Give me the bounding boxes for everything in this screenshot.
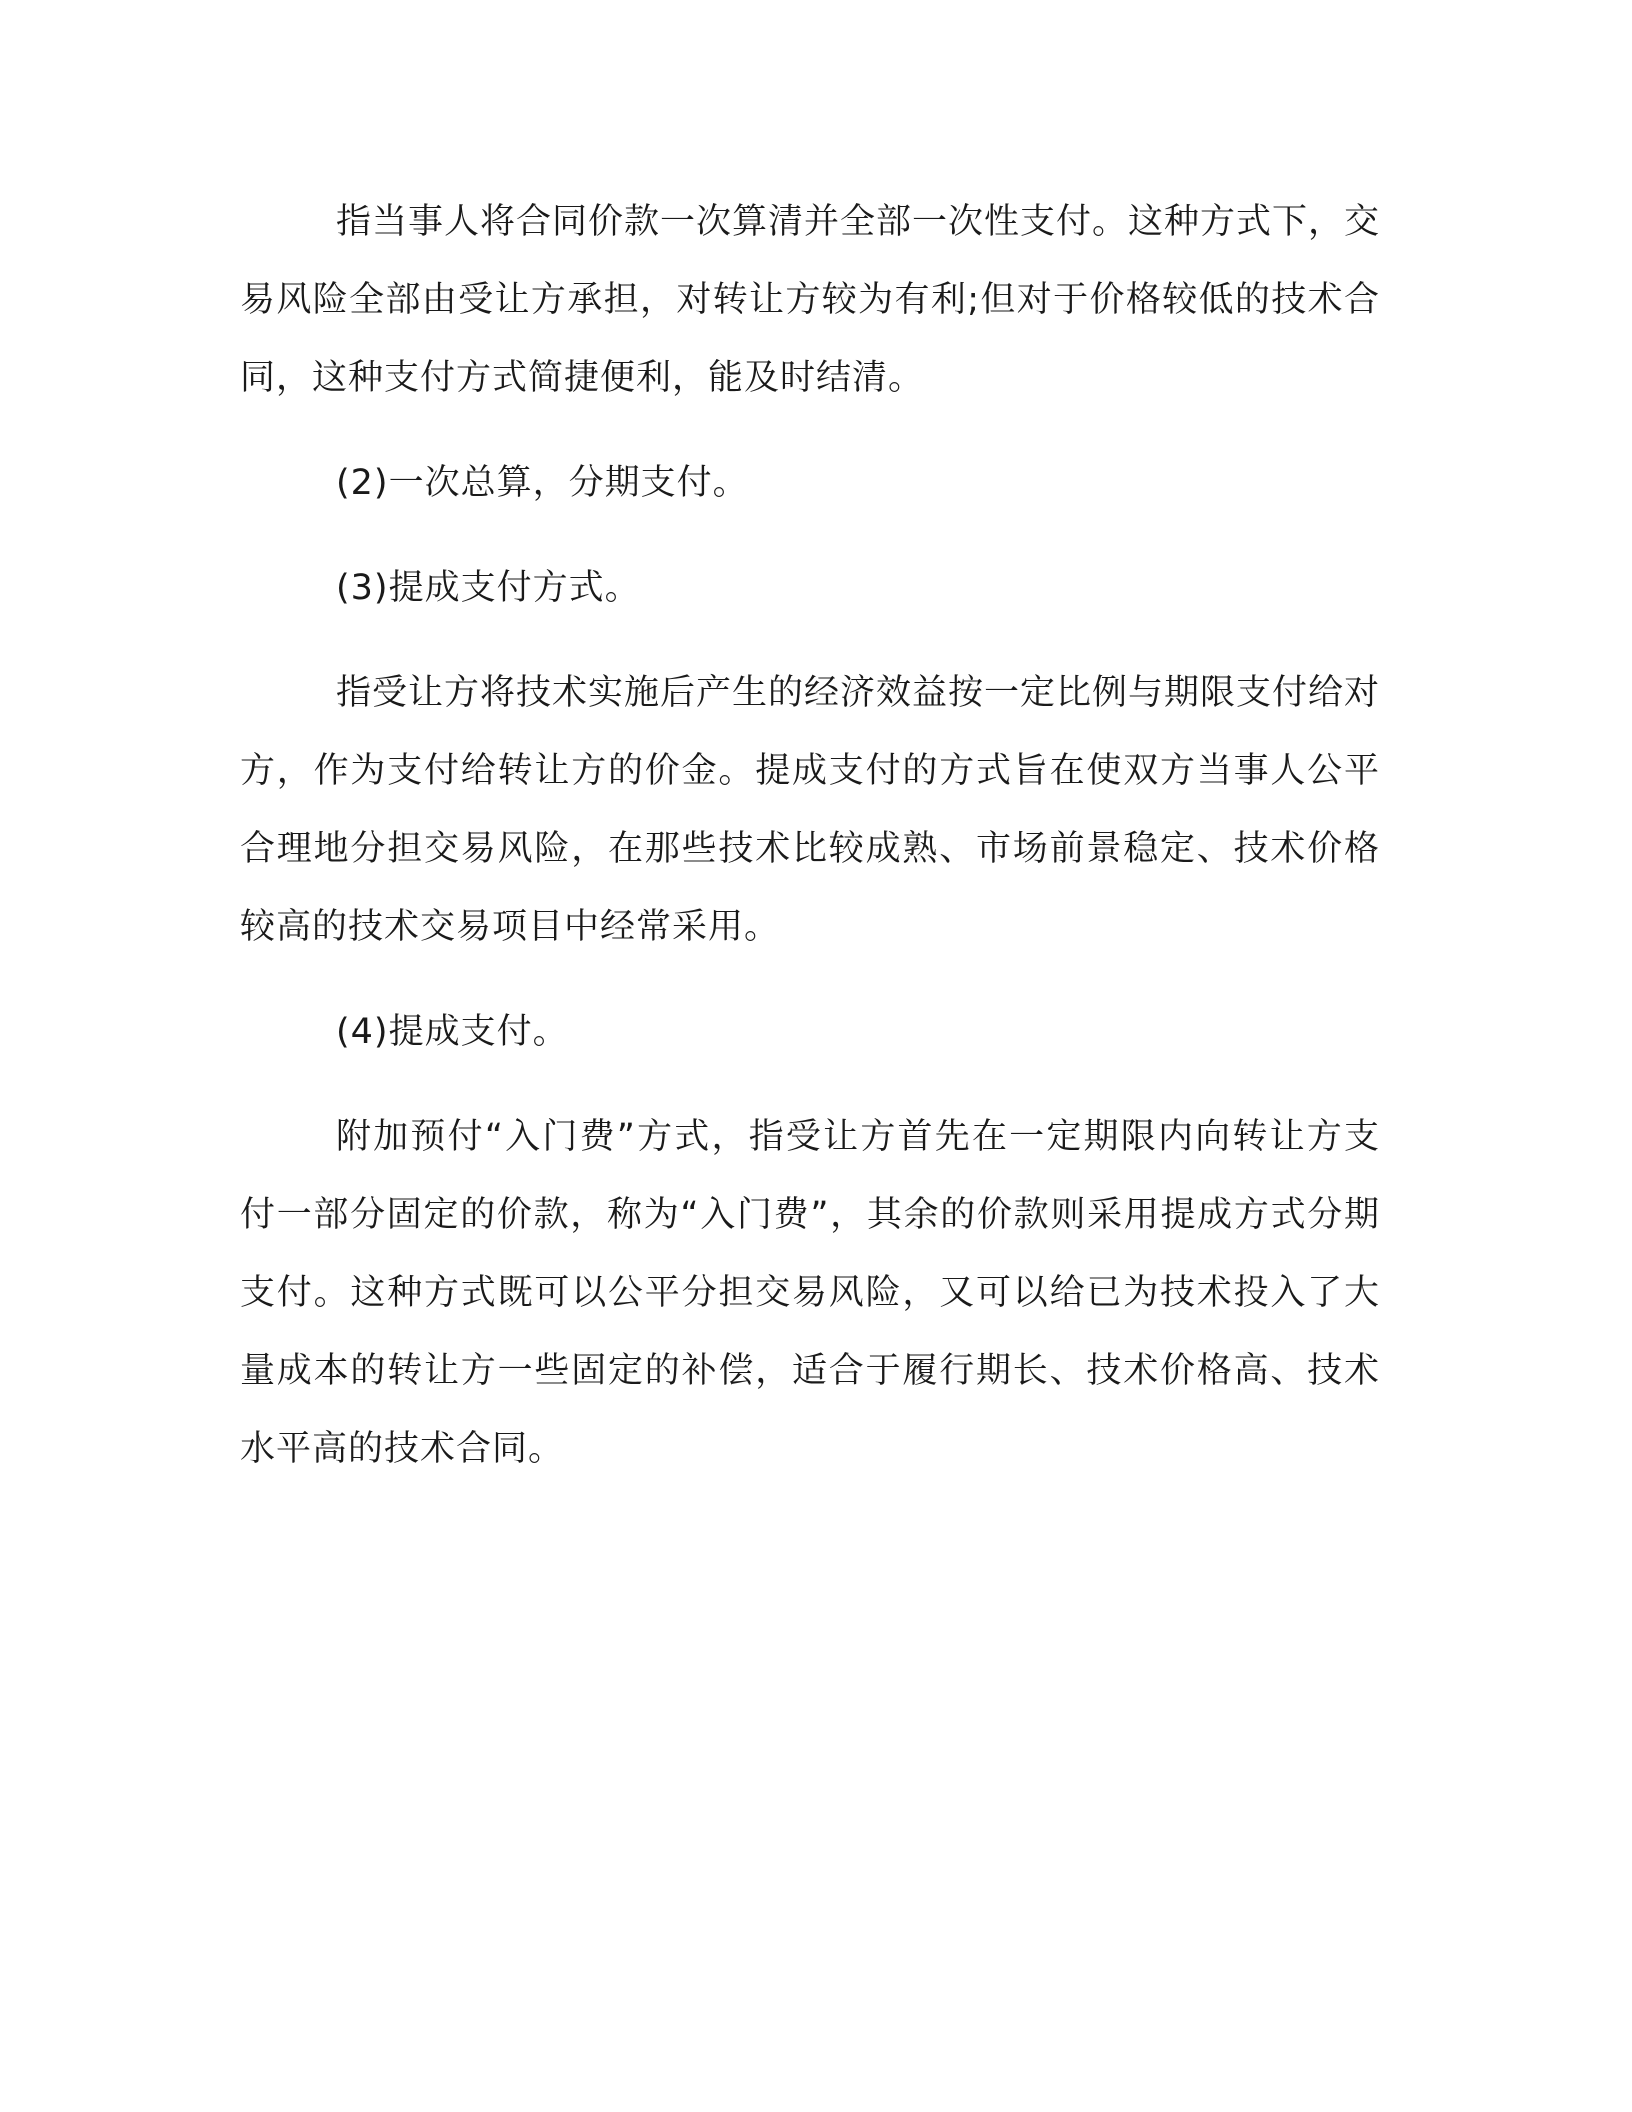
document-body	[240, 183, 1380, 1488]
paragraph-lump-sum-payment: 指当事人将合同价款一次算清并全部一次性支付。这种方式下，交易风险全部由受让方承担，对转让方较为有利;但对于价格较低的技术合同，这种支付方式简捷便利，能及时结清。	[240, 202, 1381, 398]
paragraph-item-2: (2)一次总算，分期支付。	[336, 463, 749, 503]
paragraph-royalty-payment: 指受让方将技术实施后产生的经济效益按一定比例与期限支付给对方，作为支付给转让方的价金。提成支付的方式旨在使双方当事人公平合理地分担交易风险，在那些技术比较成熟、市场前景稳定、技术价格较高的技术交易项目中经常采用。	[240, 673, 1381, 947]
paragraph-item-3: (3)提成支付方式。	[336, 568, 641, 608]
paragraph-item-4: (4)提成支付。	[336, 1012, 569, 1052]
paragraph-entry-fee: 附加预付“入门费”方式，指受让方首先在一定期限内向转让方支付一部分固定的价款，称为“入门费”，其余的价款则采用提成方式分期支付。这种方式既可以公平分担交易风险，又可以给已为技术投入了大量成本的转让方一些固定的补偿，适合于履行期长、技术价格高、技术水平高的技术合同。	[240, 1117, 1380, 1469]
